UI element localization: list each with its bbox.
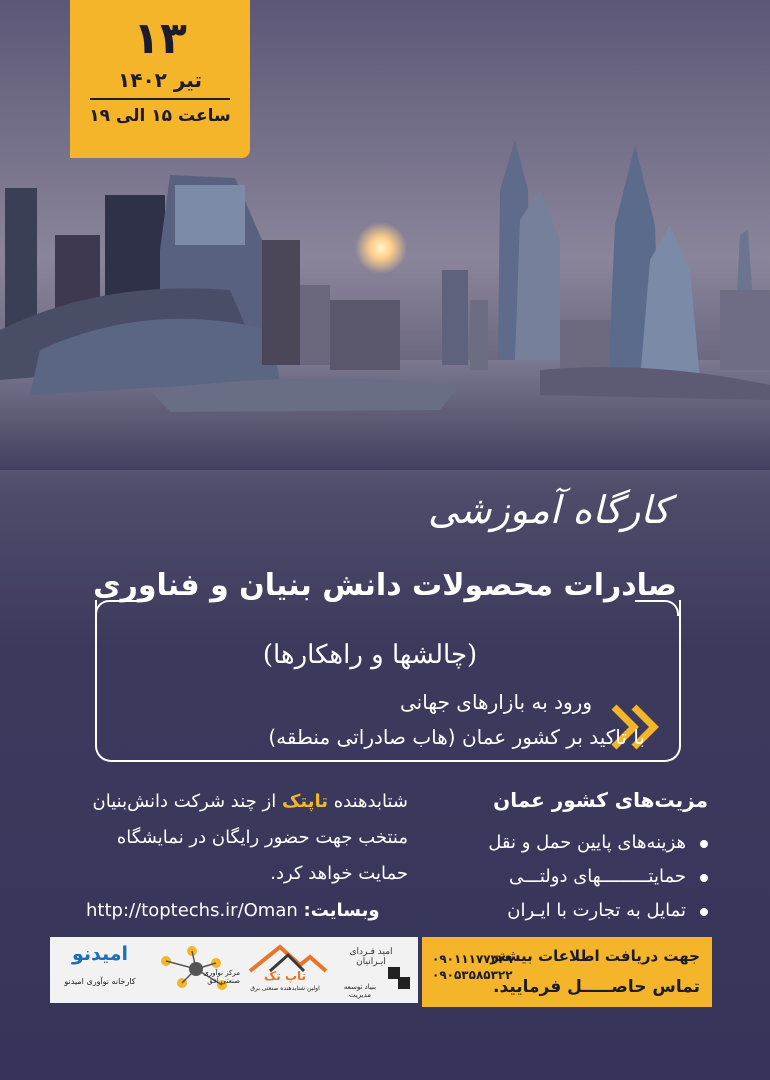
- logo-omidno: [56, 943, 144, 997]
- date-time: ساعت ۱۵ الی ۱۹: [89, 106, 231, 126]
- logo-caption: کارخانه نوآوری امیدنو: [64, 977, 136, 986]
- logo-ofogh: [152, 943, 242, 997]
- logo-name: مرکز نوآوری صنعتی افق: [203, 969, 240, 985]
- logo-omid-fardaye-iranian: [332, 943, 416, 997]
- logo-name: امید فـردای ایـرانیان: [349, 947, 393, 967]
- bullet-icon: [700, 908, 708, 916]
- contact-line-2: تماس حاصـــــل فرمایید.: [493, 977, 700, 997]
- sponsor-prefix: شتابدهنده: [333, 791, 408, 812]
- bullet-icon: [700, 874, 708, 882]
- workshop-label: کارگاه آموزشی: [427, 488, 670, 532]
- contact-box: [422, 937, 712, 1007]
- website-link[interactable]: http://toptechs.ir/Oman: [86, 900, 298, 921]
- sponsor-rest: از چند شرکت دانش‌بنیان منتخب جهت حضور رایگان در نمایشگاه حمایت خواهد کرد.: [92, 791, 408, 884]
- bullet-icon: [700, 840, 708, 848]
- website-label: وبسایت:: [303, 900, 380, 921]
- logos-strip: [50, 937, 418, 1003]
- logo-caption: اولین شتابدهنده صنعتی برق: [250, 985, 320, 992]
- list-item: [488, 860, 708, 894]
- frame-corner-right: [635, 600, 679, 616]
- sponsor-text: [78, 784, 408, 892]
- benefit-text: هزینه‌های پایین حمل و نقل: [488, 832, 686, 853]
- list-item: [488, 894, 708, 928]
- subtitle: (چالشها و راهکارها): [262, 640, 478, 670]
- date-day: ۱۳: [133, 13, 187, 64]
- phone-2[interactable]: ۰۹۰۵۳۵۸۵۳۲۲: [432, 968, 513, 982]
- entry-line-1: ورود به بازارهای جهانی: [400, 690, 592, 714]
- logo-name: امیدنو: [71, 943, 129, 965]
- benefit-text: حمایتـــــــــهای دولتـــی: [509, 866, 686, 887]
- sponsor-brand: تاپتک: [281, 791, 328, 812]
- list-item: [488, 826, 708, 860]
- entry-line-2: با تاکید بر کشور عمان (هاب صادراتی منطقه): [268, 725, 645, 749]
- contact-line-1: جهت دریافت اطلاعات بیشتر: [490, 947, 700, 965]
- page-title: صادرات محصولات دانش بنیان و فناوری: [93, 568, 677, 603]
- benefit-text: تمایل به تجارت با ایـران: [507, 900, 686, 921]
- benefits-title: مزیت‌های کشور عمان: [493, 788, 708, 812]
- phone-numbers: [432, 951, 513, 983]
- seal-icon: [384, 963, 414, 993]
- phone-1[interactable]: ۰۹۰۱۱۱۷۷۳۲۹: [432, 952, 513, 966]
- date-month-year: تیر ۱۴۰۲: [118, 68, 202, 92]
- frame-corner-left: [95, 600, 137, 616]
- logo-name: تاپ تک: [263, 969, 307, 983]
- date-divider: [90, 98, 230, 100]
- benefits-list: [488, 826, 708, 928]
- logo-toptech: [240, 943, 330, 997]
- website-line: [86, 900, 380, 921]
- logo-caption: بنیاد توسعه مدیریت: [343, 983, 377, 999]
- date-badge: [70, 0, 250, 158]
